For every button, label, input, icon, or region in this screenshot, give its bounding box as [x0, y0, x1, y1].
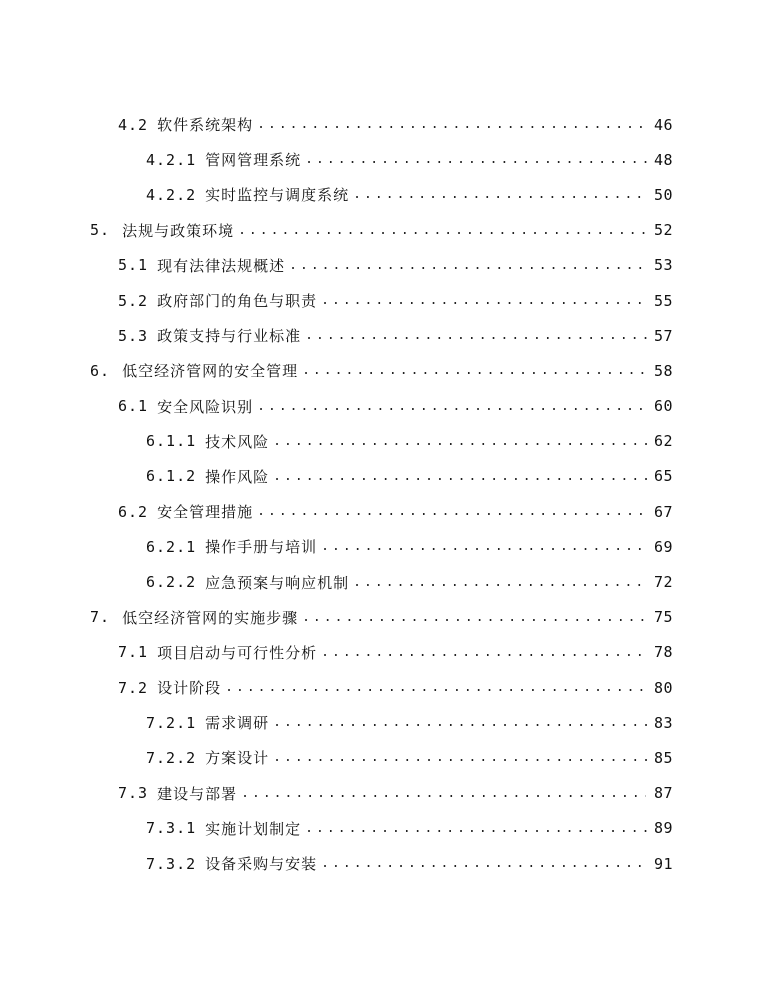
toc-entry-page: 65 — [653, 467, 673, 486]
toc-entry[interactable] — [0, 670, 765, 705]
toc-entry-page: 52 — [653, 221, 673, 240]
table-of-contents — [0, 107, 765, 881]
toc-entry[interactable] — [0, 177, 765, 212]
toc-entry-page: 60 — [653, 397, 673, 416]
toc-entry-page: 46 — [653, 115, 673, 134]
dot-leader — [257, 504, 647, 519]
toc-entry-number: 6.1.1 — [146, 432, 197, 451]
toc-entry[interactable] — [0, 635, 765, 670]
toc-entry-number: 5.1 — [118, 256, 149, 275]
toc-entry-number: 5. — [90, 221, 111, 240]
toc-entry-page: 58 — [653, 361, 673, 380]
toc-entry[interactable] — [0, 564, 765, 599]
toc-entry-page: 48 — [653, 150, 673, 169]
dot-leader — [273, 750, 648, 765]
toc-entry-number: 5.3 — [118, 326, 149, 345]
toc-entry-number: 6.2.1 — [146, 537, 197, 556]
toc-entry-title: 设计阶段 — [157, 679, 222, 698]
toc-entry-page: 55 — [653, 291, 673, 310]
dot-leader — [305, 821, 648, 836]
dot-leader — [321, 645, 648, 660]
toc-entry-page: 80 — [653, 678, 673, 697]
toc-entry-title: 建设与部署 — [157, 784, 238, 803]
toc-entry-number: 4.2.2 — [146, 185, 197, 204]
toc-entry-title: 政府部门的角色与职责 — [157, 292, 318, 311]
dot-leader — [321, 856, 648, 871]
dot-leader — [302, 363, 652, 378]
dot-leader — [305, 328, 648, 343]
toc-entry-number: 7.3.1 — [146, 819, 197, 838]
toc-entry-number: 7.2.1 — [146, 713, 197, 732]
toc-entry[interactable] — [0, 600, 765, 635]
toc-entry-title: 政策支持与行业标准 — [157, 327, 302, 346]
toc-entry-title: 软件系统架构 — [157, 116, 254, 135]
dot-leader — [225, 680, 645, 695]
toc-entry-number: 7. — [90, 608, 111, 627]
toc-entry-title: 安全风险识别 — [157, 397, 254, 416]
dot-leader — [238, 223, 652, 238]
toc-entry[interactable] — [0, 213, 765, 248]
toc-entry-number: 7.2 — [118, 678, 149, 697]
toc-entry-page: 91 — [653, 854, 673, 873]
toc-entry-title: 设备采购与安装 — [205, 855, 318, 874]
dot-leader — [241, 786, 646, 801]
toc-entry[interactable] — [0, 529, 765, 564]
toc-entry-number: 4.2 — [118, 115, 149, 134]
toc-entry-title: 安全管理措施 — [157, 503, 254, 522]
toc-entry-number: 7.3.2 — [146, 854, 197, 873]
toc-entry-title: 技术风险 — [205, 432, 270, 451]
toc-entry-number: 7.1 — [118, 643, 149, 662]
toc-entry-page: 83 — [653, 713, 673, 732]
toc-entry-page: 53 — [653, 256, 673, 275]
dot-leader — [273, 715, 648, 730]
toc-entry[interactable] — [0, 740, 765, 775]
toc-entry[interactable] — [0, 142, 765, 177]
toc-entry[interactable] — [0, 811, 765, 846]
toc-entry-title: 操作手册与培训 — [205, 538, 318, 557]
toc-entry-page: 72 — [653, 573, 673, 592]
toc-entry-number: 4.2.1 — [146, 150, 197, 169]
dot-leader — [289, 258, 648, 273]
toc-entry-number: 6.2.2 — [146, 573, 197, 592]
toc-entry[interactable] — [0, 705, 765, 740]
toc-entry[interactable] — [0, 494, 765, 529]
toc-entry-title: 需求调研 — [205, 714, 270, 733]
toc-entry-number: 7.2.2 — [146, 748, 197, 767]
dot-leader — [302, 610, 652, 625]
toc-entry[interactable] — [0, 107, 765, 142]
toc-entry-page: 75 — [653, 608, 673, 627]
toc-entry-title: 实施计划制定 — [205, 819, 302, 838]
toc-entry-page: 50 — [653, 185, 673, 204]
toc-entry-page: 69 — [653, 537, 673, 556]
toc-entry-page: 57 — [653, 326, 673, 345]
dot-leader — [273, 434, 648, 449]
dot-leader — [257, 399, 647, 414]
toc-entry-title: 低空经济管网的安全管理 — [122, 362, 299, 381]
toc-entry[interactable] — [0, 846, 765, 881]
toc-entry[interactable] — [0, 424, 765, 459]
toc-entry-title: 管网管理系统 — [205, 151, 302, 170]
toc-entry-page: 85 — [653, 748, 673, 767]
dot-leader — [305, 152, 648, 167]
toc-entry-number: 5.2 — [118, 291, 149, 310]
toc-entry-title: 操作风险 — [205, 467, 270, 486]
toc-entry-page: 67 — [653, 502, 673, 521]
toc-entry-title: 方案设计 — [205, 749, 270, 768]
toc-entry-title: 法规与政策环境 — [122, 221, 235, 240]
toc-entry-title: 应急预案与响应机制 — [205, 573, 350, 592]
toc-entry-number: 6. — [90, 361, 111, 380]
dot-leader — [321, 293, 648, 308]
dot-leader — [321, 539, 648, 554]
dot-leader — [257, 117, 647, 132]
dot-leader — [353, 187, 648, 202]
toc-entry-page: 78 — [653, 643, 673, 662]
toc-entry[interactable] — [0, 353, 765, 388]
toc-entry[interactable] — [0, 318, 765, 353]
toc-entry[interactable] — [0, 776, 765, 811]
toc-entry-title: 实时监控与调度系统 — [205, 186, 350, 205]
toc-entry[interactable] — [0, 283, 765, 318]
dot-leader — [353, 575, 648, 590]
toc-entry-page: 87 — [653, 784, 673, 803]
toc-entry-number: 6.2 — [118, 502, 149, 521]
dot-leader — [273, 469, 648, 484]
toc-entry-title: 现有法律法规概述 — [157, 256, 286, 275]
toc-entry-title: 低空经济管网的实施步骤 — [122, 608, 299, 627]
toc-entry[interactable] — [0, 459, 765, 494]
toc-entry[interactable] — [0, 248, 765, 283]
toc-entry-number: 7.3 — [118, 784, 149, 803]
toc-entry-number: 6.1 — [118, 397, 149, 416]
toc-entry-title: 项目启动与可行性分析 — [157, 643, 318, 662]
toc-entry-page: 62 — [653, 432, 673, 451]
toc-entry-page: 89 — [653, 819, 673, 838]
toc-entry[interactable] — [0, 389, 765, 424]
toc-entry-number: 6.1.2 — [146, 467, 197, 486]
